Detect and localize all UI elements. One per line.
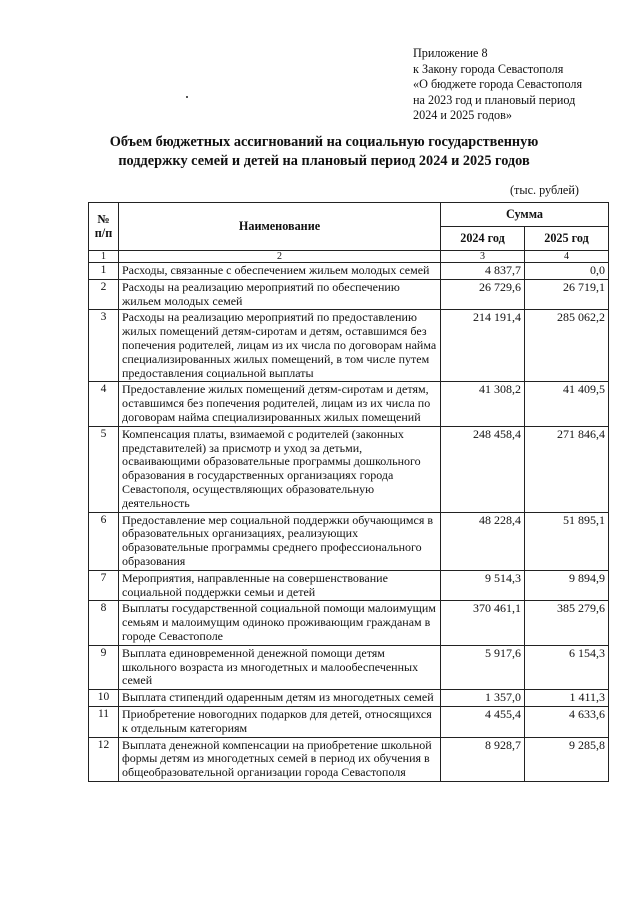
row-value-2024: 8 928,7 — [441, 737, 525, 781]
row-name: Мероприятия, направленные на совершенствование социальной поддержки семьи и детей — [119, 570, 441, 601]
appendix-line: 2024 и 2025 годов» — [413, 108, 512, 123]
appendix-line: Приложение 8 — [413, 46, 488, 60]
row-name: Расходы, связанные с обеспечением жильем молодых семей — [119, 263, 441, 280]
row-number: 1 — [89, 263, 119, 280]
header-2024: 2024 год — [441, 227, 525, 251]
row-value-2024: 4 455,4 — [441, 706, 525, 737]
row-name: Расходы на реализацию мероприятий по предоставлению жилых помещений детям-сиротам и детям, оставшимся без попечения родителей, лицам из их числа по договорам найма специализированных жилых помещений, в том числе путем предоставления социальной выплаты — [119, 310, 441, 382]
appendix-line: «О бюджете города Севастополя — [413, 77, 583, 92]
unit-label: (тыс. рублей) — [510, 183, 579, 197]
row-value-2024: 4 837,7 — [441, 263, 525, 280]
row-value-2024: 248 458,4 — [441, 426, 525, 512]
row-name: Предоставление жилых помещений детям-сиротам и детям, оставшимся без попечения родителей, лицам из их числа по договорам найма специализированных жилых помещений — [119, 382, 441, 426]
table-row — [89, 737, 609, 781]
row-value-2025: 9 894,9 — [525, 570, 609, 601]
header-sum: Сумма — [441, 203, 609, 227]
row-value-2024: 5 917,6 — [441, 645, 525, 689]
row-number: 2 — [89, 279, 119, 310]
budget-table — [88, 202, 609, 782]
table-row — [89, 512, 609, 570]
row-name: Расходы на реализацию мероприятий по обеспечению жильем молодых семей — [119, 279, 441, 310]
table-row — [89, 570, 609, 601]
row-value-2025: 0,0 — [525, 263, 609, 280]
scan-speck — [186, 96, 188, 98]
table-row — [89, 310, 609, 382]
header-number: № п/п — [89, 203, 119, 251]
row-name: Выплата единовременной денежной помощи детям школьного возраста из многодетных и малообеспеченных семей — [119, 645, 441, 689]
row-number: 10 — [89, 690, 119, 707]
row-number: 4 — [89, 382, 119, 426]
header-2025: 2025 год — [525, 227, 609, 251]
row-number: 3 — [89, 310, 119, 382]
row-value-2025: 385 279,6 — [525, 601, 609, 645]
title-line-1: Объем бюджетных ассигнований на социальную государственную — [109, 134, 539, 150]
row-number: 5 — [89, 426, 119, 512]
row-name: Выплаты государственной социальной помощи малоимущим семьям и малоимущим одиноко проживающим гражданам в городе Севастополе — [119, 601, 441, 645]
row-value-2025: 51 895,1 — [525, 512, 609, 570]
row-value-2025: 285 062,2 — [525, 310, 609, 382]
column-index: 1 — [89, 251, 119, 263]
table-row — [89, 690, 609, 707]
appendix-line: на 2023 год и плановый период — [413, 92, 576, 107]
header-name: Наименование — [119, 203, 441, 251]
row-value-2024: 214 191,4 — [441, 310, 525, 382]
table-row — [89, 601, 609, 645]
row-number: 6 — [89, 512, 119, 570]
row-value-2024: 9 514,3 — [441, 570, 525, 601]
table-row — [89, 706, 609, 737]
row-value-2024: 26 729,6 — [441, 279, 525, 310]
column-index: 3 — [441, 251, 525, 263]
table-row — [89, 426, 609, 512]
row-value-2025: 41 409,5 — [525, 382, 609, 426]
table-row — [89, 382, 609, 426]
document-title — [60, 133, 588, 170]
row-number: 9 — [89, 645, 119, 689]
row-name: Приобретение новогодних подарков для детей, относящихся к отдельным категориям — [119, 706, 441, 737]
row-value-2025: 6 154,3 — [525, 645, 609, 689]
row-number: 11 — [89, 706, 119, 737]
row-value-2025: 9 285,8 — [525, 737, 609, 781]
row-value-2024: 370 461,1 — [441, 601, 525, 645]
row-number: 7 — [89, 570, 119, 601]
row-value-2024: 48 228,4 — [441, 512, 525, 570]
row-name: Компенсация платы, взимаемой с родителей (законных представителей) за присмотр и уход за детьми, осваивающими образовательные программы дошкольного образования в государственных организациях города Севастополя, осуществляющих образовательную деятельность — [119, 426, 441, 512]
appendix-line: к Закону города Севастополя — [413, 61, 564, 76]
row-value-2025: 4 633,6 — [525, 706, 609, 737]
row-value-2025: 271 846,4 — [525, 426, 609, 512]
row-number: 12 — [89, 737, 119, 781]
row-name: Выплата денежной компенсации на приобретение школьной формы детям из многодетных семей в период их обучения в общеобразовательной организации города Севастополя — [119, 737, 441, 781]
appendix-note — [413, 46, 633, 124]
table-row — [89, 279, 609, 310]
row-value-2025: 26 719,1 — [525, 279, 609, 310]
column-index-row — [89, 251, 609, 263]
row-value-2024: 1 357,0 — [441, 690, 525, 707]
row-value-2024: 41 308,2 — [441, 382, 525, 426]
column-index: 2 — [119, 251, 441, 263]
row-value-2025: 1 411,3 — [525, 690, 609, 707]
row-name: Предоставление мер социальной поддержки обучающимся в образовательных организациях, реализующих образовательные программы среднего профессионального образования — [119, 512, 441, 570]
table-row — [89, 645, 609, 689]
row-name: Выплата стипендий одаренным детям из многодетных семей — [119, 690, 441, 707]
table-row — [89, 263, 609, 280]
column-index: 4 — [525, 251, 609, 263]
row-number: 8 — [89, 601, 119, 645]
title-line-2: поддержку семей и детей на плановый период 2024 и 2025 годов — [118, 152, 530, 169]
